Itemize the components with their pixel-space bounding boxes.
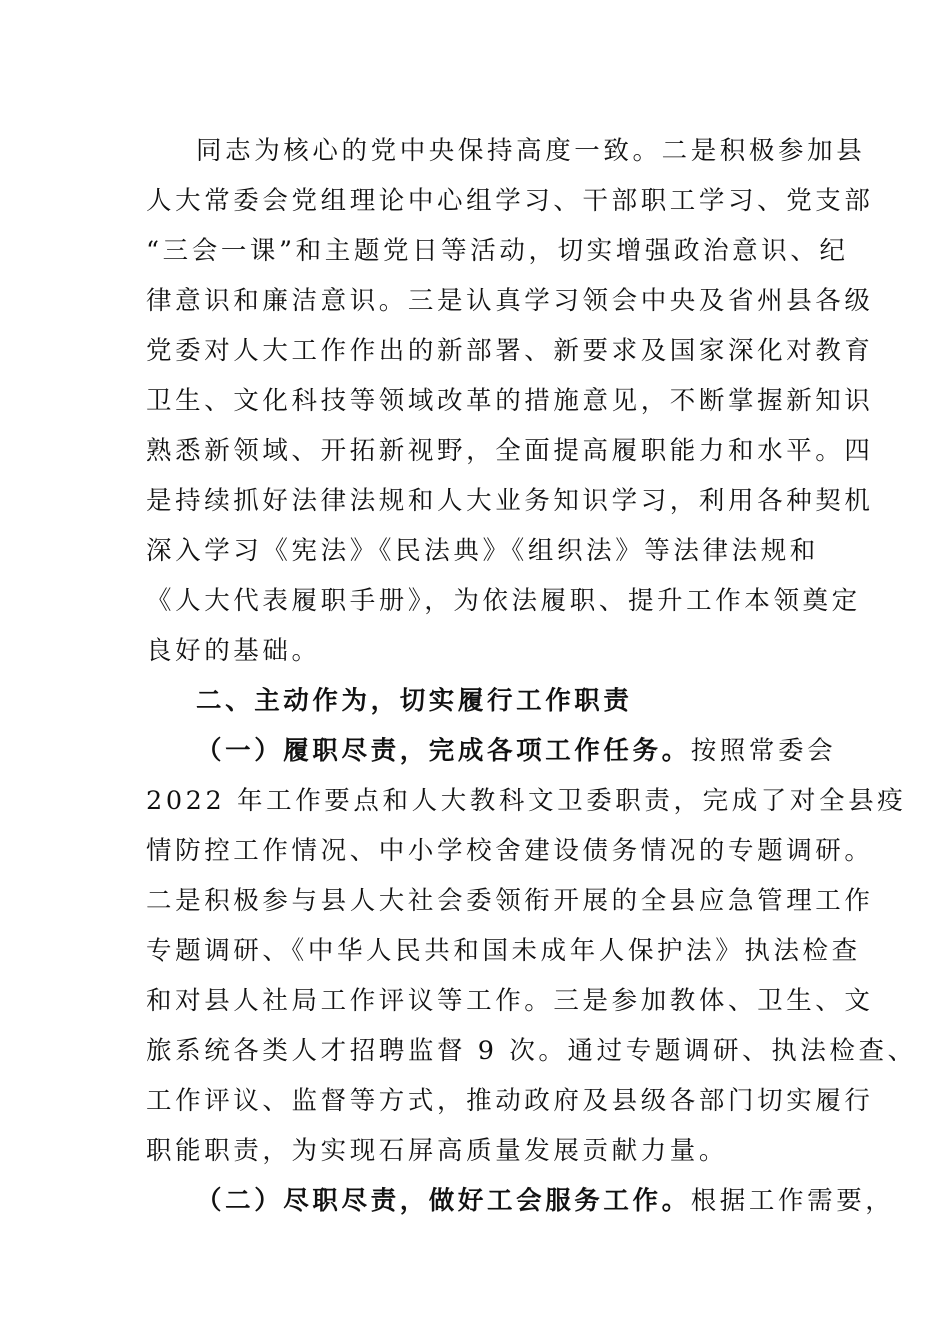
paragraph-line: 情防控工作情况、中小学校舍建设债务情况的专题调研。 [146, 836, 874, 866]
paragraph-line: “三会一课”和主题党日等活动，切实增强政治意识、纪 [146, 236, 849, 266]
paragraph-line: 深入学习《宪法》《民法典》《组织法》等法律法规和 [146, 536, 819, 566]
paragraph-line: 良好的基础。 [146, 636, 321, 666]
subsection-2-line [196, 1181, 895, 1221]
paragraph-line: 《人大代表履职手册》，为依法履职、提升工作本领奠定 [146, 586, 861, 616]
paragraph-line: 二是积极参与县人大社会委领衔开展的全县应急管理工作 [146, 886, 874, 916]
paragraph-line: 卫生、文化科技等领域改革的措施意见，不断掌握新知识 [146, 386, 874, 416]
paragraph-line: 是持续抓好法律法规和人大业务知识学习，利用各种契机 [146, 486, 874, 516]
paragraph-line: 2022 年工作要点和人大教科文卫委职责，完成了对全县疫 [146, 786, 907, 816]
paragraph-line: 同志为核心的党中央保持高度一致。二是积极参加县 [196, 136, 866, 166]
subsection-2-title: （二）尽职尽责，做好工会服务工作。 [196, 1186, 691, 1216]
subsection-1-line [196, 731, 866, 771]
paragraph-line: 党委对人大工作作出的新部署、新要求及国家深化对教育 [146, 336, 874, 366]
subsection-1-text: 按照常委会 [690, 736, 837, 766]
paragraph-line: 熟悉新领域、开拓新视野，全面提高履职能力和水平。四 [146, 436, 874, 466]
paragraph-line: 旅系统各类人才招聘监督 9 次。通过专题调研、执法检查、 [146, 1036, 917, 1066]
paragraph-line: 和对县人社局工作评议等工作。三是参加教体、卫生、文 [146, 986, 874, 1016]
paragraph-line: 专题调研、《中华人民共和国未成年人保护法》执法检查 [146, 936, 861, 966]
paragraph-line: 律意识和廉洁意识。三是认真学习领会中央及省州县各级 [146, 286, 874, 316]
subsection-2-text: 根据工作需要， [690, 1186, 895, 1216]
paragraph-line: 工作评议、监督等方式，推动政府及县级各部门切实履行 [146, 1086, 874, 1116]
section-heading: 二、主动作为，切实履行工作职责 [196, 686, 633, 716]
subsection-1-title: （一）履职尽责，完成各项工作任务。 [196, 736, 691, 766]
paragraph-line: 人大常委会党组理论中心组学习、干部职工学习、党支部 [146, 186, 874, 216]
paragraph-line: 职能职责，为实现石屏高质量发展贡献力量。 [146, 1136, 729, 1166]
